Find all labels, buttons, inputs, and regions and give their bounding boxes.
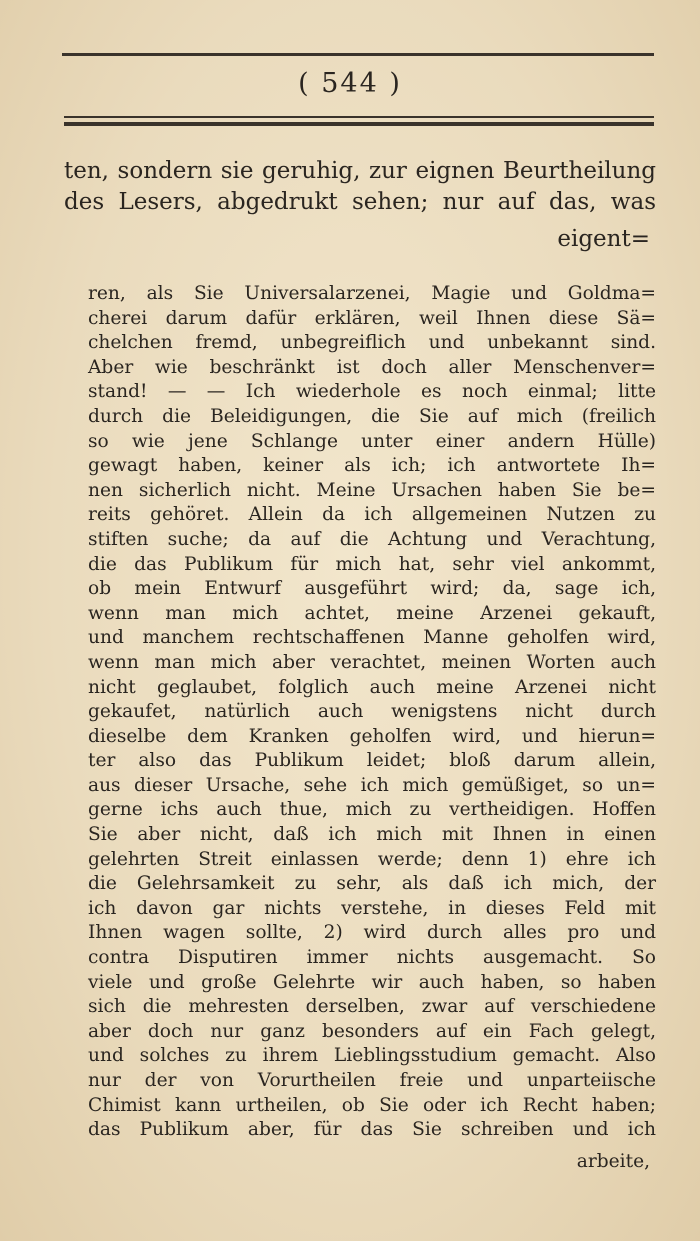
- text-line: reits gehöret. Allein da ich allgemeinen Nutzen zu: [88, 504, 656, 526]
- header-rule-thin: [64, 116, 654, 118]
- text-line: die Gelehrsamkeit zu sehr, als daß ich mich, der: [88, 873, 656, 895]
- text-line: wenn man mich aber verachtet, meinen Worten auch: [88, 651, 656, 673]
- catchword: arbeite,: [576, 1151, 650, 1172]
- text-line: so wie jene Schlange unter einer andern Hülle): [88, 430, 656, 452]
- text-line: nur der von Vorurtheilen freie und unparteiische: [88, 1070, 656, 1091]
- text-line: ren, als Sie Universalarzenei, Magie und Goldma=: [88, 283, 656, 304]
- text-line: nen sicherlich nicht. Meine Ursachen haben Sie be=: [88, 479, 656, 501]
- text-line: aber doch nur ganz besonders auf ein Fach gelegt,: [88, 1020, 656, 1042]
- text-line: chelchen fremd, unbegreiflich und unbekannt sind.: [88, 332, 656, 354]
- text-line: ob mein Entwurf ausgeführt wird; da, sage ich,: [88, 578, 656, 600]
- text-line: Sie aber nicht, daß ich mich mit Ihnen in einen: [88, 824, 656, 846]
- header-rule-thick: [64, 122, 654, 126]
- text-line: Chimist kann urtheilen, ob Sie oder ich Recht haben;: [88, 1094, 656, 1116]
- text-line: ich davon gar nichts verstehe, in dieses Feld mit: [88, 897, 656, 919]
- upper-line: des Lesers, abgedrukt sehen; nur auf das, was: [64, 189, 656, 215]
- text-line: gekaufet, natürlich auch wenigstens nicht durch: [88, 701, 656, 723]
- text-line: durch die Beleidigungen, die Sie auf mich (freilich: [88, 405, 656, 427]
- header-rule-top: [62, 53, 654, 56]
- text-line: gewagt haben, keiner als ich; ich antwortete Ih=: [88, 455, 656, 477]
- text-line: stiften suche; da auf die Achtung und Verachtung,: [88, 528, 656, 550]
- page-number: ( 544 ): [298, 68, 402, 99]
- main-text-block: [88, 282, 656, 1143]
- text-line: stand! — — Ich wiederhole es noch einmal; litte: [88, 381, 656, 403]
- upper-line: ten, sondern sie geruhig, zur eignen Beurtheilung: [64, 158, 656, 184]
- text-line: nicht geglaubet, folglich auch meine Arzenei nicht: [88, 676, 656, 698]
- text-line: die das Publikum für mich hat, sehr viel ankommt,: [88, 553, 656, 575]
- upper-catchword: eigent=: [557, 226, 650, 252]
- text-line: gelehrten Streit einlassen werde; denn 1) ehre ich: [88, 848, 656, 870]
- text-line: Ihnen wagen sollte, 2) wird durch alles pro und: [88, 922, 656, 944]
- text-line: ter also das Publikum leidet; bloß darum allein,: [88, 750, 656, 772]
- text-line: das Publikum aber, für das Sie schreiben und ich: [88, 1119, 656, 1141]
- text-line: sich die mehresten derselben, zwar auf verschiedene: [88, 996, 656, 1018]
- text-line: cherei darum dafür erklären, weil Ihnen diese Sä=: [88, 307, 656, 329]
- text-line: und solches zu ihrem Lieblingsstudium gemacht. Also: [88, 1045, 656, 1067]
- text-line: aus dieser Ursache, sehe ich mich gemüßiget, so un=: [88, 774, 656, 796]
- text-line: dieselbe dem Kranken geholfen wird, und hierun=: [88, 725, 656, 747]
- upper-paragraph: [64, 156, 656, 218]
- text-line: und manchem rechtschaffenen Manne geholfen wird,: [88, 627, 656, 649]
- text-line: Aber wie beschränkt ist doch aller Menschenver=: [88, 356, 656, 378]
- text-line: viele und große Gelehrte wir auch haben, so haben: [88, 971, 656, 993]
- text-line: gerne ichs auch thue, mich zu vertheidigen. Hoffen: [88, 799, 656, 821]
- text-line: contra Disputiren immer nichts ausgemacht. So: [88, 947, 656, 969]
- text-line: wenn man mich achtet, meine Arzenei gekauft,: [88, 602, 656, 624]
